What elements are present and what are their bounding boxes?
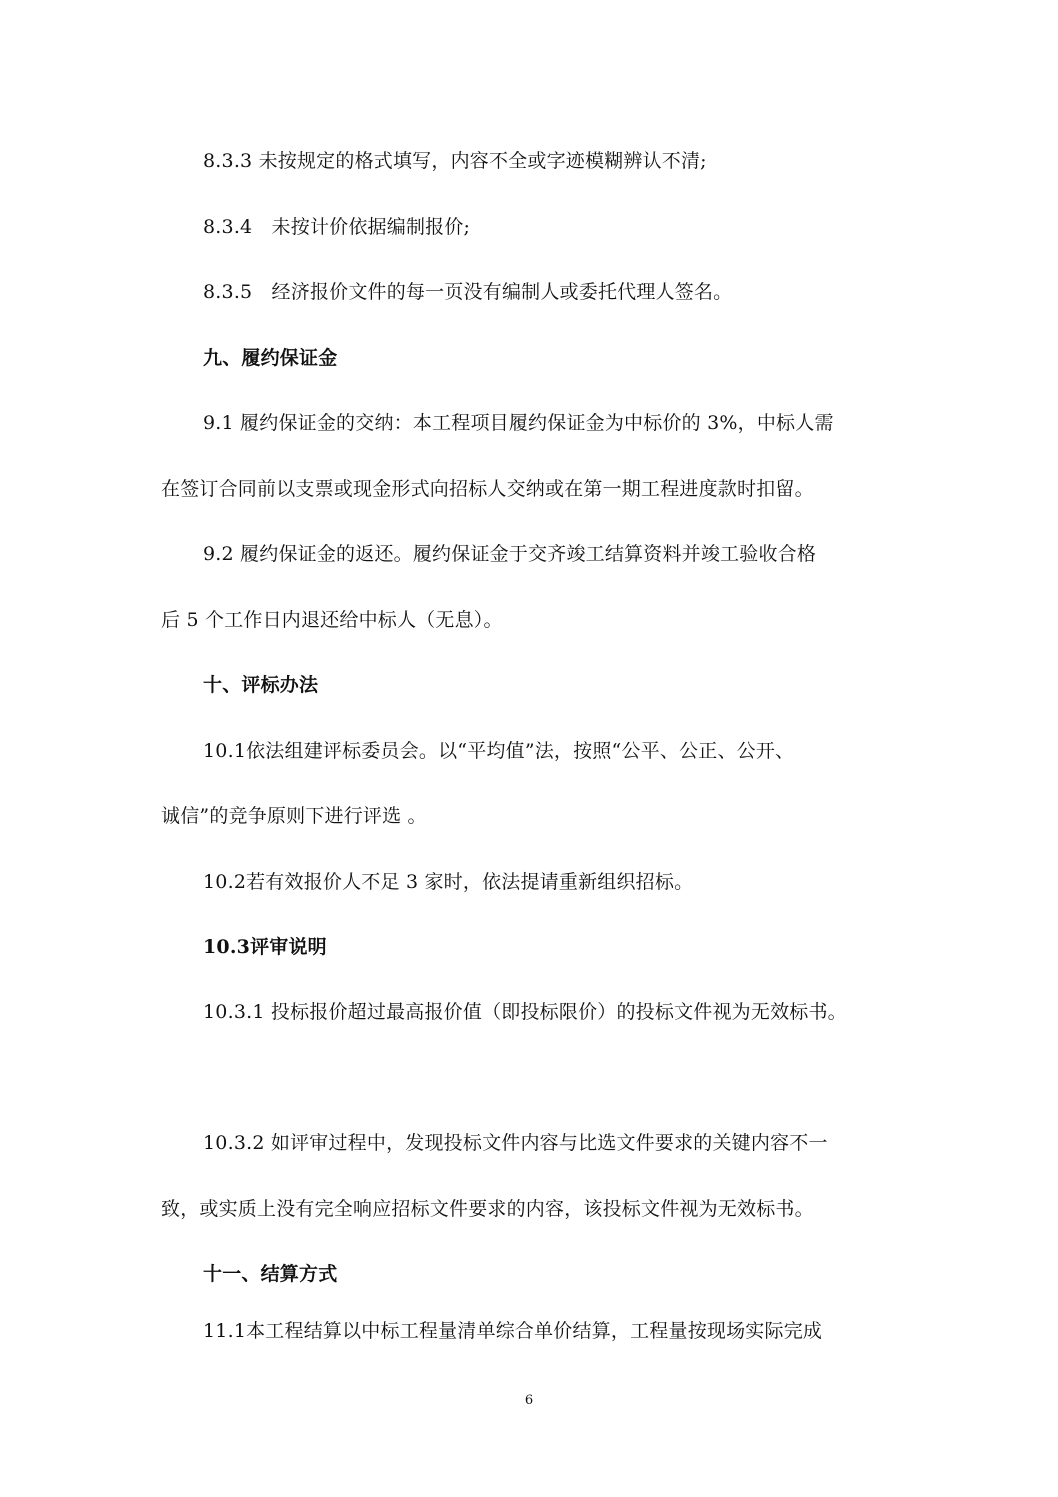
clause-9-2-line-2: 后 5 个工作日内退还给中标人（无息）。 bbox=[161, 609, 503, 631]
section-heading-11: 十一、结算方式 bbox=[203, 1263, 338, 1285]
clause-9-1-line-2: 在签订合同前以支票或现金形式向招标人交纳或在第一期工程进度款时扣留。 bbox=[161, 478, 814, 500]
subsection-heading-10-3: 10.3评审说明 bbox=[203, 936, 327, 958]
clause-8-3-5: 8.3.5 经济报价文件的每一页没有编制人或委托代理人签名。 bbox=[203, 281, 733, 303]
clause-11-1-line-1: 11.1本工程结算以中标工程量清单综合单价结算，工程量按现场实际完成 bbox=[203, 1320, 823, 1342]
section-heading-9: 九、履约保证金 bbox=[203, 347, 338, 369]
page-number: 6 bbox=[524, 1393, 534, 1408]
clause-9-2-line-1: 9.2 履约保证金的返还。履约保证金于交齐竣工结算资料并竣工验收合格 bbox=[203, 543, 817, 565]
clause-10-2: 10.2若有效报价人不足 3 家时，依法提请重新组织招标。 bbox=[203, 871, 694, 893]
clause-8-3-4: 8.3.4 未按计价依据编制报价; bbox=[203, 216, 471, 238]
clause-10-3-1: 10.3.1 投标报价超过最高报价值（即投标限价）的投标文件视为无效标书。 bbox=[203, 1001, 847, 1023]
clause-10-1-line-1: 10.1依法组建评标委员会。以“平均值”法，按照“公平、公正、公开、 bbox=[203, 740, 795, 762]
clause-9-1-line-1: 9.1 履约保证金的交纳：本工程项目履约保证金为中标价的 3%，中标人需 bbox=[203, 412, 834, 434]
clause-10-3-2-line-1: 10.3.2 如评审过程中，发现投标文件内容与比选文件要求的关键内容不一 bbox=[203, 1132, 828, 1154]
clause-10-3-2-line-2: 致，或实质上没有完全响应招标文件要求的内容，该投标文件视为无效标书。 bbox=[161, 1198, 814, 1220]
clause-8-3-3: 8.3.3 未按规定的格式填写，内容不全或字迹模糊辨认不清; bbox=[203, 150, 707, 172]
clause-10-1-line-2: 诚信”的竞争原则下进行评选 。 bbox=[161, 805, 427, 827]
section-heading-10: 十、评标办法 bbox=[203, 674, 319, 696]
